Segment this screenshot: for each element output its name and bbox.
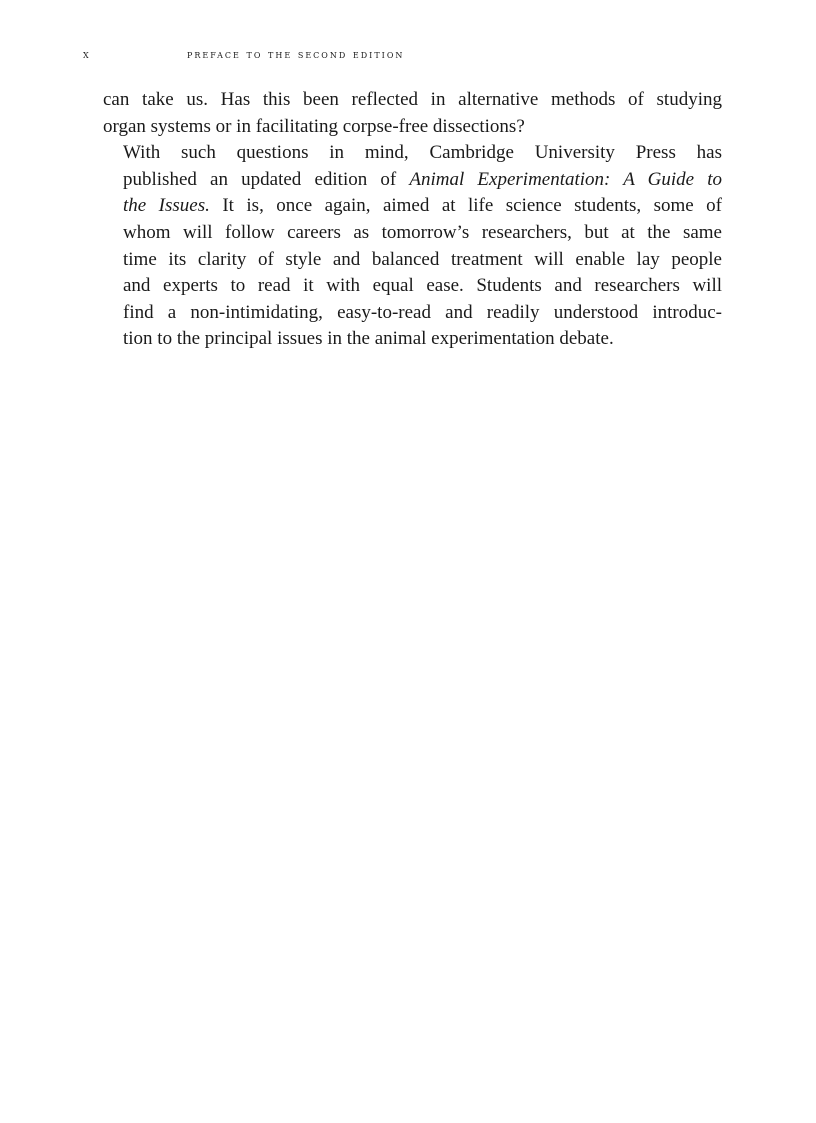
text-segment: published an updated edition of <box>123 168 410 190</box>
text-line: whom will follow careers as tomorrow’s researchers, but at the same <box>123 221 722 243</box>
text-line <box>103 193 722 220</box>
text-line <box>103 140 722 167</box>
text-line <box>103 167 722 194</box>
page-number: x <box>83 47 91 61</box>
book-title-italic: the Issues. <box>123 195 210 217</box>
book-title-italic: Animal Experimentation: A Guide to <box>409 168 722 190</box>
paragraph-2 <box>103 140 722 353</box>
text-segment: With such questions in mind, Cambridge University Press has <box>123 142 722 164</box>
text-line: and experts to read it with equal ease. Students and researchers will <box>123 275 722 297</box>
text-segment: It is, once again, aimed at life science students, some of <box>209 195 722 217</box>
text-line: can take us. Has this been reflected in alternative methods of studying <box>103 89 722 110</box>
running-title: preface to the second edition <box>187 47 405 61</box>
running-head <box>83 46 723 62</box>
text-line: organ systems or in facilitating corpse-free dissections? <box>103 115 525 137</box>
paragraph-1 <box>103 87 722 140</box>
text-line: tion to the principal issues in the animal experimentation debate. <box>123 328 614 350</box>
body-text <box>103 87 722 353</box>
text-line: find a non-intimidating, easy-to-read and readily understood introduc- <box>123 301 722 323</box>
text-line: time its clarity of style and balanced treatment will enable lay people <box>123 248 722 270</box>
